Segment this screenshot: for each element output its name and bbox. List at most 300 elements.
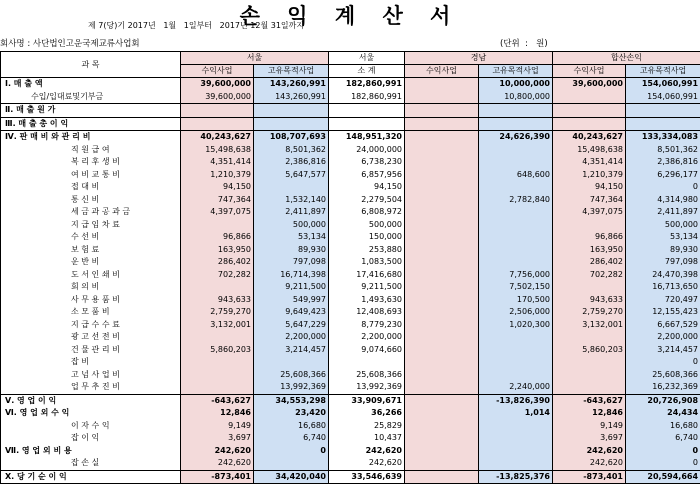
amount-cell [329,104,405,118]
amount-cell [553,91,626,104]
table-row [1,281,700,294]
amount-cell: 1,532,140 [254,194,329,207]
amount-cell: 3,132,001 [181,319,254,332]
table-row [1,219,700,232]
amount-cell: 34,420,040 [254,470,329,484]
col-header: 수익사업 [405,65,479,78]
amount-cell: 4,351,414 [553,156,626,169]
amount-cell: 96,866 [553,231,626,244]
amount-cell [405,356,479,369]
amount-cell [405,206,479,219]
amount-cell: 89,930 [254,244,329,257]
row-label: 보 험 료 [1,244,181,257]
amount-cell: 9,074,660 [329,344,405,357]
amount-cell [254,457,329,470]
amount-cell: 108,707,693 [254,131,329,144]
amount-cell: 133,334,083 [626,131,700,144]
amount-cell: 24,000,000 [329,144,405,157]
amount-cell: 9,211,500 [329,281,405,294]
amount-cell [329,356,405,369]
header-region-gyeongnam: 경남 [405,52,553,65]
table-row [1,78,700,91]
amount-cell: 39,600,000 [181,78,254,91]
amount-cell: 0 [254,445,329,458]
amount-cell: -13,826,390 [479,394,553,407]
amount-cell: 747,364 [181,194,254,207]
amount-cell: 154,060,991 [626,91,700,104]
table-row [1,381,700,394]
amount-cell [405,256,479,269]
amount-cell: 0 [626,181,700,194]
amount-cell: 7,756,000 [479,269,553,282]
header-region-seoul-total: 서울 [329,52,405,65]
table-row [1,181,700,194]
amount-cell: 9,649,423 [254,306,329,319]
amount-cell [254,356,329,369]
table-body [1,78,700,484]
col-header: 고유목적사업 [626,65,700,78]
amount-cell [405,369,479,382]
amount-cell: 9,149 [553,420,626,433]
amount-cell [405,244,479,257]
amount-cell [479,104,553,118]
amount-cell: 96,866 [181,231,254,244]
table-row [1,91,700,104]
amount-cell [479,156,553,169]
amount-cell [405,470,479,484]
amount-cell: 2,759,270 [181,306,254,319]
amount-cell [479,117,553,131]
amount-cell: 9,149 [181,420,254,433]
amount-cell: 12,846 [181,407,254,420]
amount-cell [405,117,479,131]
amount-cell: 20,726,908 [626,394,700,407]
amount-cell [479,420,553,433]
amount-cell [405,169,479,182]
amount-cell [181,381,254,394]
amount-cell: 94,150 [329,181,405,194]
amount-cell [405,420,479,433]
table-row [1,369,700,382]
amount-cell [405,344,479,357]
amount-cell: 3,697 [553,432,626,445]
row-label: 건 물 관 리 비 [1,344,181,357]
amount-cell: 16,680 [254,420,329,433]
row-label: 도 서 인 쇄 비 [1,269,181,282]
amount-cell: 2,200,000 [626,331,700,344]
amount-cell: 500,000 [329,219,405,232]
amount-cell: 34,553,298 [254,394,329,407]
table-row [1,244,700,257]
amount-cell: 1,210,379 [181,169,254,182]
amount-cell: 1,493,630 [329,294,405,307]
amount-cell: 5,647,229 [254,319,329,332]
table-row [1,117,700,131]
table-row [1,470,700,484]
row-label: 잡 이 익 [1,432,181,445]
table-row [1,294,700,307]
amount-cell: 242,620 [553,457,626,470]
amount-cell: 7,502,150 [479,281,553,294]
amount-cell: 23,420 [254,407,329,420]
amount-cell: 182,860,991 [329,91,405,104]
amount-cell: 286,402 [181,256,254,269]
amount-cell: 797,098 [254,256,329,269]
amount-cell: 39,600,000 [181,91,254,104]
amount-cell: 163,950 [181,244,254,257]
amount-cell: 24,434 [626,407,700,420]
amount-cell: 2,279,504 [329,194,405,207]
amount-cell: 39,600,000 [553,78,626,91]
amount-cell: 648,600 [479,169,553,182]
amount-cell: 17,416,680 [329,269,405,282]
amount-cell: -13,825,376 [479,470,553,484]
amount-cell: 25,829 [329,420,405,433]
amount-cell: 3,214,457 [626,344,700,357]
amount-cell: 12,846 [553,407,626,420]
amount-cell [405,407,479,420]
amount-cell: 5,860,203 [181,344,254,357]
amount-cell: 150,000 [329,231,405,244]
table-row [1,156,700,169]
amount-cell [405,445,479,458]
amount-cell: 89,930 [626,244,700,257]
period-range: 제 7(당)기 2017년 1월 1일부터 2017년 12월 31일까지 [88,21,305,30]
amount-cell [405,457,479,470]
amount-cell: 2,386,816 [626,156,700,169]
amount-cell: 25,608,366 [626,369,700,382]
amount-cell: 163,950 [553,244,626,257]
amount-cell [405,432,479,445]
col-header: 수익사업 [181,65,254,78]
amount-cell [181,104,254,118]
amount-cell: -643,627 [553,394,626,407]
amount-cell: 143,260,991 [254,78,329,91]
table-row [1,269,700,282]
amount-cell: 242,620 [329,445,405,458]
amount-cell: 40,243,627 [181,131,254,144]
amount-cell [405,231,479,244]
row-label: Ⅲ. 매 출 총 이 익 [1,117,181,131]
row-label: 복 리 후 생 비 [1,156,181,169]
amount-cell: 747,364 [553,194,626,207]
amount-cell [254,117,329,131]
row-label: 고 넘 사 업 비 [1,369,181,382]
amount-cell [405,394,479,407]
amount-cell: -643,627 [181,394,254,407]
amount-cell [553,281,626,294]
row-label: 잡 비 [1,356,181,369]
amount-cell: 6,738,230 [329,156,405,169]
row-label: 업 무 추 진 비 [1,381,181,394]
row-label: 세 금 과 공 과 금 [1,206,181,219]
amount-cell [405,131,479,144]
amount-cell [405,144,479,157]
amount-cell: 2,506,000 [479,306,553,319]
amount-cell: 242,620 [181,445,254,458]
amount-cell: 10,437 [329,432,405,445]
company-name: 회사명 : 사단법인고운국제교류사업회 [0,39,140,49]
row-label: 수 선 비 [1,231,181,244]
amount-cell: 94,150 [553,181,626,194]
amount-cell [553,331,626,344]
amount-cell: 25,608,366 [254,369,329,382]
amount-cell: 53,134 [626,231,700,244]
amount-cell: 10,800,000 [479,91,553,104]
table-row [1,432,700,445]
table-row [1,331,700,344]
amount-cell [405,78,479,91]
amount-cell: 16,714,398 [254,269,329,282]
amount-cell [405,194,479,207]
amount-cell: 24,470,398 [626,269,700,282]
amount-cell [553,104,626,118]
amount-cell: 2,411,897 [254,206,329,219]
amount-cell: 3,132,001 [553,319,626,332]
amount-cell: 12,408,693 [329,306,405,319]
table-row [1,144,700,157]
amount-cell: 20,594,664 [626,470,700,484]
amount-cell: 6,808,972 [329,206,405,219]
amount-cell [405,381,479,394]
amount-cell: 242,620 [329,457,405,470]
row-label: 접 대 비 [1,181,181,194]
amount-cell: 2,759,270 [553,306,626,319]
amount-cell [553,219,626,232]
amount-cell: 182,860,991 [329,78,405,91]
amount-cell [479,231,553,244]
amount-cell: 6,667,529 [626,319,700,332]
amount-cell [479,445,553,458]
table-row [1,394,700,407]
row-label: Ⅴ. 영 업 이 익 [1,394,181,407]
row-label: Ⅱ. 매 출 원 가 [1,104,181,118]
amount-cell: 253,880 [329,244,405,257]
amount-cell: 5,647,577 [254,169,329,182]
amount-cell [553,369,626,382]
amount-cell [405,306,479,319]
table-row [1,231,700,244]
row-label: 잡 손 실 [1,457,181,470]
amount-cell [405,91,479,104]
amount-cell: 2,411,897 [626,206,700,219]
amount-cell: 8,779,230 [329,319,405,332]
amount-cell [479,457,553,470]
amount-cell [254,181,329,194]
amount-cell: 8,501,362 [626,144,700,157]
amount-cell [405,294,479,307]
table-row [1,256,700,269]
table-row [1,206,700,219]
col-header: 고유목적사업 [254,65,329,78]
row-label: 통 신 비 [1,194,181,207]
amount-cell: 13,992,369 [254,381,329,394]
amount-cell: 1,014 [479,407,553,420]
row-label: 소 모 품 비 [1,306,181,319]
amount-cell [553,381,626,394]
amount-cell [553,117,626,131]
amount-cell [553,356,626,369]
amount-cell: 1,083,500 [329,256,405,269]
amount-cell: 33,909,671 [329,394,405,407]
table-row [1,344,700,357]
amount-cell: 16,713,650 [626,281,700,294]
amount-cell: 4,351,414 [181,156,254,169]
row-label: 광 고 선 전 비 [1,331,181,344]
amount-cell [405,181,479,194]
amount-cell: 1,210,379 [553,169,626,182]
table-row [1,169,700,182]
amount-cell: 36,266 [329,407,405,420]
page-title: 손 익 계 산 서 [239,4,461,28]
table-row [1,420,700,433]
row-label: 회 의 비 [1,281,181,294]
income-statement-table [0,51,700,484]
amount-cell: 170,500 [479,294,553,307]
amount-cell [479,244,553,257]
amount-cell [479,219,553,232]
amount-cell: 6,296,177 [626,169,700,182]
amount-cell [405,219,479,232]
row-label: Ⅹ. 당 기 순 이 익 [1,470,181,484]
table-row [1,104,700,118]
row-label: 여 비 교 통 비 [1,169,181,182]
table-row [1,457,700,470]
amount-cell [405,319,479,332]
amount-cell: 148,951,320 [329,131,405,144]
row-label: Ⅶ. 영 업 외 비 용 [1,445,181,458]
amount-cell [405,269,479,282]
amount-cell: 6,857,956 [329,169,405,182]
amount-cell [479,144,553,157]
amount-cell: 2,782,840 [479,194,553,207]
amount-cell: 5,860,203 [553,344,626,357]
amount-cell [181,369,254,382]
amount-cell: 16,232,369 [626,381,700,394]
amount-cell: 0 [626,356,700,369]
amount-cell [181,117,254,131]
amount-cell: 0 [626,457,700,470]
amount-cell: 943,633 [553,294,626,307]
amount-cell [181,219,254,232]
amount-cell: 500,000 [254,219,329,232]
amount-cell: 15,498,638 [181,144,254,157]
amount-cell: 3,697 [181,432,254,445]
amount-cell: 702,282 [553,269,626,282]
row-label: 지 급 임 차 료 [1,219,181,232]
amount-cell: 797,098 [626,256,700,269]
amount-cell: 0 [626,445,700,458]
amount-cell: 143,260,991 [254,91,329,104]
table-row [1,407,700,420]
amount-cell [254,104,329,118]
amount-cell: 702,282 [181,269,254,282]
amount-cell [626,117,700,131]
table-row [1,306,700,319]
amount-cell [329,117,405,131]
row-label: 이 자 수 익 [1,420,181,433]
amount-cell: 2,200,000 [254,331,329,344]
row-label: 사 무 용 품 비 [1,294,181,307]
amount-cell: 242,620 [553,445,626,458]
amount-cell: -873,401 [553,470,626,484]
amount-cell: -873,401 [181,470,254,484]
row-label: 수입/입대료및기부금 [1,91,181,104]
amount-cell [181,331,254,344]
row-label: 지 급 수 수 료 [1,319,181,332]
amount-cell: 6,740 [626,432,700,445]
amount-cell [479,344,553,357]
amount-cell: 549,997 [254,294,329,307]
amount-cell: 6,740 [254,432,329,445]
amount-cell [626,104,700,118]
amount-cell [405,156,479,169]
amount-cell: 94,150 [181,181,254,194]
amount-cell: 154,060,991 [626,78,700,91]
table-row [1,131,700,144]
row-label: Ⅳ. 판 매 비 와 관 리 비 [1,131,181,144]
amount-cell [479,369,553,382]
amount-cell: 1,020,300 [479,319,553,332]
table-row [1,319,700,332]
amount-cell: 16,680 [626,420,700,433]
amount-cell: 8,501,362 [254,144,329,157]
unit-label: (단위 : 원) [500,39,548,49]
header-region-seoul: 서울 [181,52,329,65]
header-category: 과 목 [1,52,181,78]
amount-cell: 2,386,816 [254,156,329,169]
amount-cell [405,331,479,344]
amount-cell [479,256,553,269]
col-header: 소 계 [329,65,405,78]
amount-cell [405,281,479,294]
amount-cell [181,356,254,369]
amount-cell: 500,000 [626,219,700,232]
table-row [1,356,700,369]
amount-cell: 3,214,457 [254,344,329,357]
amount-cell: 12,155,423 [626,306,700,319]
amount-cell [479,206,553,219]
row-label: 운 반 비 [1,256,181,269]
amount-cell [181,281,254,294]
amount-cell: 2,240,000 [479,381,553,394]
row-label: Ⅰ. 매 출 액 [1,78,181,91]
col-header: 고유목적사업 [479,65,553,78]
amount-cell [479,356,553,369]
table-row [1,194,700,207]
amount-cell: 13,992,369 [329,381,405,394]
col-header: 수익사업 [553,65,626,78]
amount-cell: 2,200,000 [329,331,405,344]
amount-cell: 286,402 [553,256,626,269]
amount-cell: 943,633 [181,294,254,307]
row-label: 직 원 급 여 [1,144,181,157]
amount-cell [479,432,553,445]
amount-cell: 33,546,639 [329,470,405,484]
amount-cell: 10,000,000 [479,78,553,91]
amount-cell: 24,626,390 [479,131,553,144]
amount-cell [479,181,553,194]
header-region-combined: 합산손익 [553,52,700,65]
amount-cell: 4,397,075 [553,206,626,219]
amount-cell: 40,243,627 [553,131,626,144]
amount-cell [479,331,553,344]
amount-cell: 53,134 [254,231,329,244]
amount-cell: 25,608,366 [329,369,405,382]
amount-cell [405,104,479,118]
amount-cell: 242,620 [181,457,254,470]
amount-cell: 9,211,500 [254,281,329,294]
